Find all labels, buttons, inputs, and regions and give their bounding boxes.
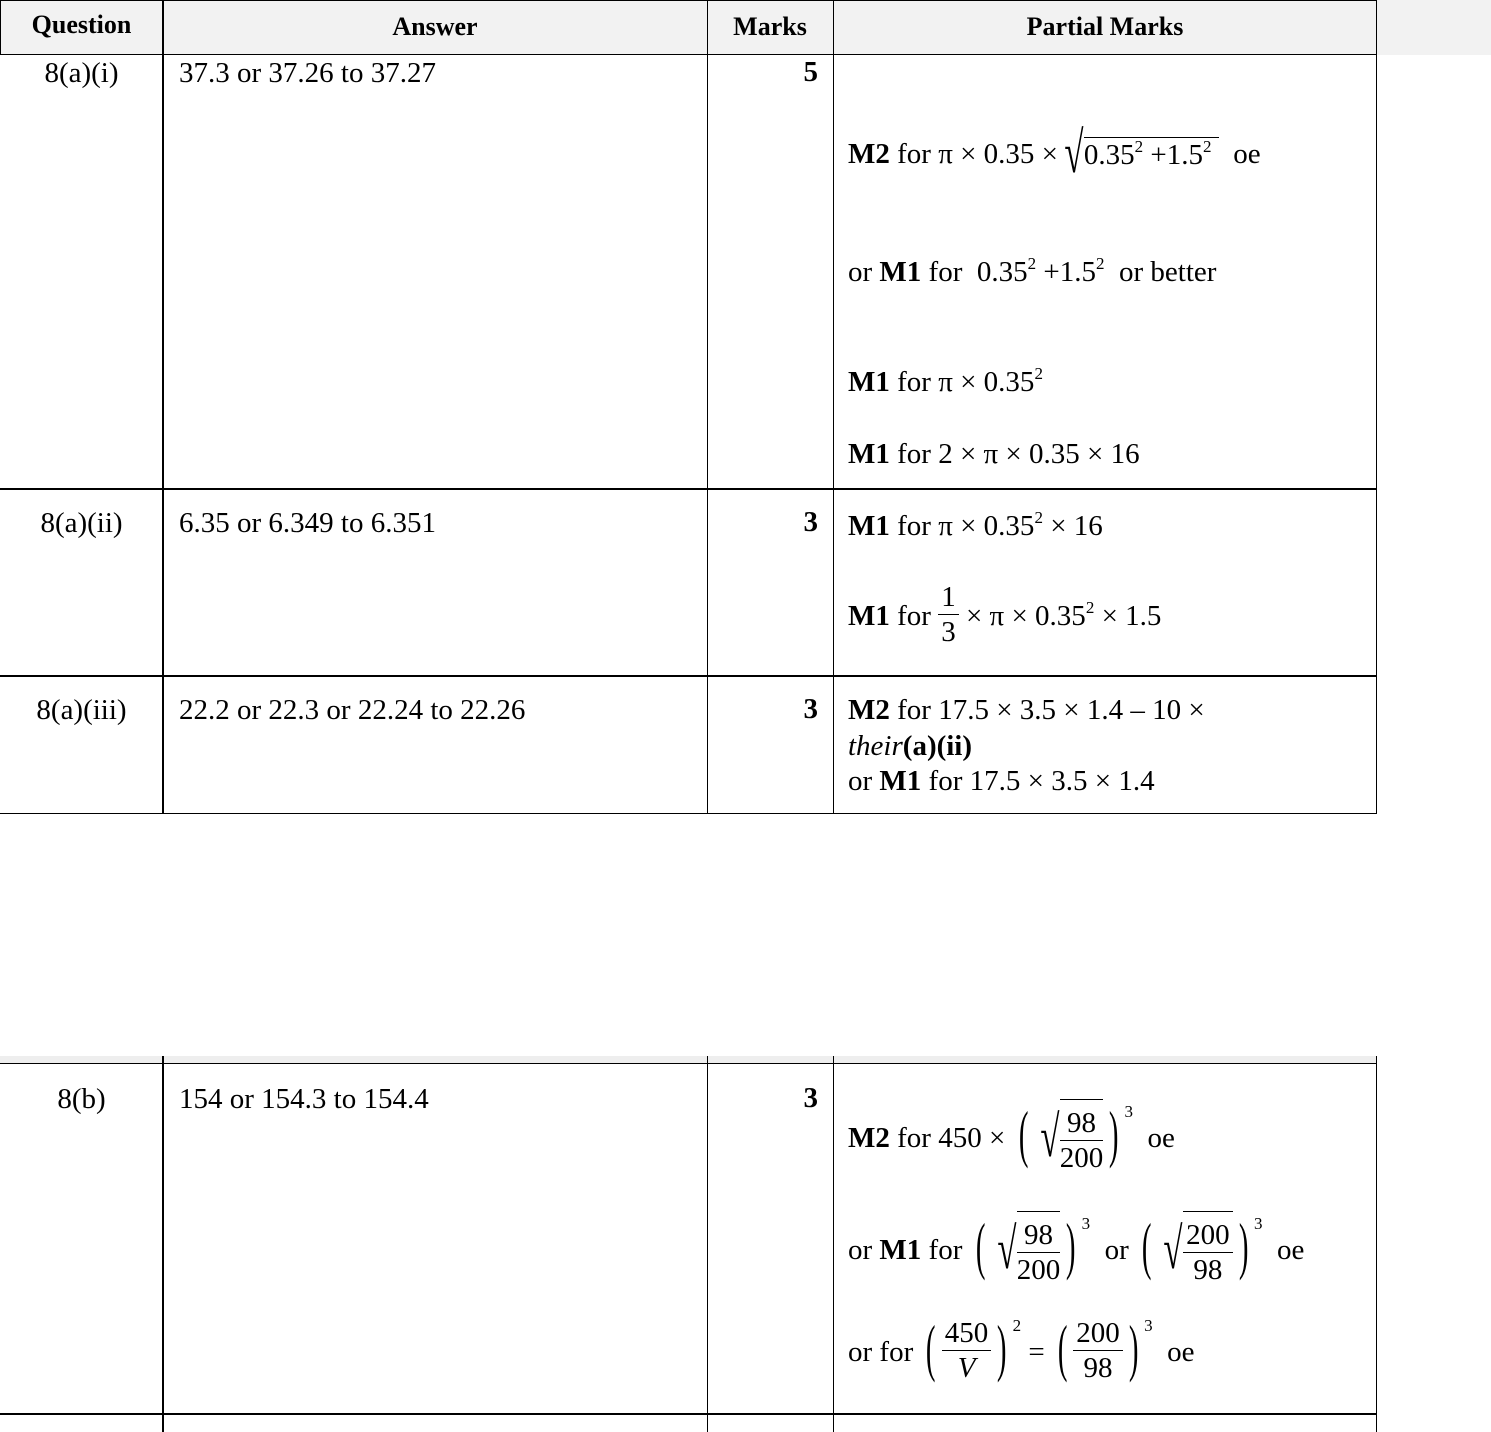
- partial-mark-line: M1 for $\pi \times 0.35^2 \times 16$: [848, 508, 1103, 542]
- table-border: [0, 0, 1377, 1]
- answer-cell: 22.2 or 22.3 or 22.24 to 22.26: [179, 694, 526, 726]
- partial-mark-line: or M1 for ( √ $\frac{98}{200}$ ) $^3$ or ( √ $\frac{200}{98}$ ) $^3$ oe: [848, 1208, 1304, 1296]
- table-border: [0, 54, 1377, 55]
- column-divider: [707, 0, 708, 814]
- question-cell: 8(a)(i): [44, 57, 119, 89]
- fraction: $\frac{1}{3}$: [938, 580, 959, 649]
- answer-cell: 154 or 154.3 to 154.4: [179, 1083, 429, 1115]
- column-divider: [162, 0, 164, 814]
- partial-mark-line: M2 for $\pi \times 0.35 \times √0.35^2 +1.5^2$ oe: [848, 119, 1261, 185]
- partial-mark-line: M2 for 17.5 × 3.5 × 1.4 – 10 ×: [848, 694, 1205, 726]
- row-divider: [0, 1413, 1377, 1415]
- question-cell: 8(a)(iii): [36, 694, 127, 726]
- table-border: [0, 0, 1, 55]
- partial-mark-line: their(a)(ii): [848, 730, 973, 762]
- row-divider: [0, 488, 1377, 490]
- partial-mark-line: M1 for $\pi \times 0.35^2$: [848, 364, 1043, 398]
- answer-cell: 37.3 or 37.26 to 37.27: [179, 57, 436, 89]
- partial-mark-line: or for ( $\frac{450}{V}$ ) $^2$ = ( $\frac{200}{98}$ ) $^3$ oe: [848, 1312, 1195, 1384]
- marks-cell: 3: [803, 1082, 818, 1114]
- table-border: [0, 1063, 1377, 1064]
- marks-cell: 5: [803, 56, 818, 88]
- answer-cell: 6.35 or 6.349 to 6.351: [179, 507, 436, 539]
- column-divider: [833, 0, 834, 814]
- column-divider: [707, 1056, 708, 1432]
- partial-mark-line: M1 for $\frac{1}{3}$ × $\pi \times 0.35^2 \times 1.5$: [848, 581, 1162, 648]
- partial-mark-line: M1 for 2 × π × 0.35 × 16: [848, 438, 1140, 470]
- header-marks: Marks: [733, 12, 807, 41]
- marks-cell: 3: [803, 693, 818, 725]
- partial-mark-line: M2 for 450 × ( √ $\frac{98}{200}$ ) $^3$ oe: [848, 1096, 1175, 1184]
- header-question: Question: [31, 10, 132, 39]
- header-answer: Answer: [392, 12, 478, 41]
- table-border: [0, 813, 1377, 814]
- table-border: [1376, 0, 1377, 814]
- partial-mark-line: or M1 for $0.35^2 +1.5^2$ or better: [848, 254, 1217, 288]
- question-cell: 8(b): [57, 1083, 106, 1115]
- partial-mark-line: or M1 for 17.5 × 3.5 × 1.4: [848, 765, 1155, 797]
- marks-cell: 3: [803, 506, 818, 538]
- question-cell: 8(a)(ii): [40, 507, 123, 539]
- row-divider: [0, 675, 1377, 677]
- table-border: [1376, 1056, 1377, 1432]
- column-divider: [833, 1056, 834, 1432]
- header-partial-marks: Partial Marks: [1026, 12, 1184, 41]
